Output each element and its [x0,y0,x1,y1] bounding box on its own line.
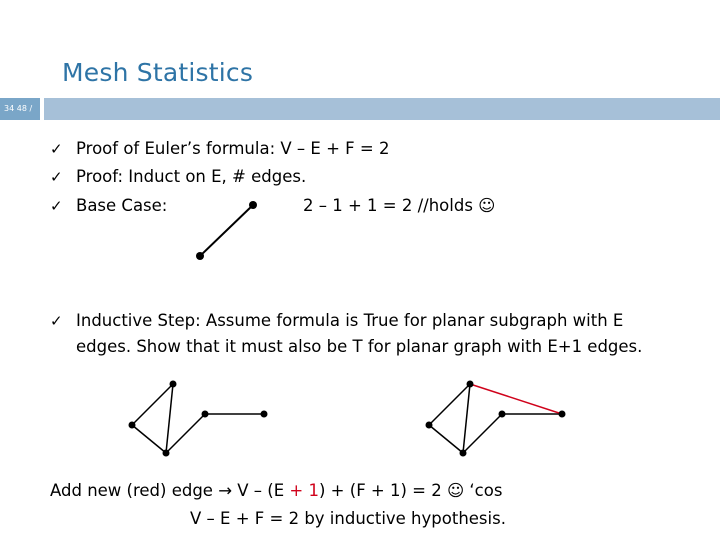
graph-vertex [163,450,170,457]
bullet-text: Proof of Euler’s formula: V – E + F = 2 [76,139,390,158]
bullet-text: Base Case: [76,196,168,215]
checkmark-icon: ✓ [50,312,63,330]
graph-edge [463,384,470,453]
bullet-continuation: edges. Show that it must also be T for planar graph with E+1 edges. [76,337,643,356]
graph-before [129,381,268,457]
base-case-formula: 2 – 1 + 1 = 2 //holds ☺ [303,196,496,215]
new-red-edge [470,384,562,414]
graph-vertex [196,252,204,260]
implies-arrow-icon: → [218,481,233,500]
graph-edge [166,414,205,453]
graph-edge [429,425,463,453]
graph-after [426,381,566,457]
graph-edge [132,384,173,425]
conclusion-line-2: V – E + F = 2 by inductive hypothesis. [190,509,506,528]
graph-edge [132,425,166,453]
graph-edge [200,205,253,256]
graph-vertex [460,450,467,457]
graph-edge [429,384,470,425]
graph-vertex [426,422,433,429]
conclusion-text: V – (E [232,481,290,500]
plus-one-highlight: + 1 [289,481,319,500]
checkmark-icon: ✓ [50,140,63,158]
graph-vertex [202,411,209,418]
base-case-graph [196,201,257,260]
graph-vertex [467,381,474,388]
checkmark-icon: ✓ [50,197,63,215]
bullet-text: Inductive Step: Assume formula is True for planar subgraph with E [76,311,624,330]
graph-edge [463,414,502,453]
conclusion-text: Add new (red) edge [50,481,219,500]
slide-number: 34 48 / [4,104,33,113]
graph-vertex [170,381,177,388]
bullet-text: Proof: Induct on E, # edges. [76,167,307,186]
slide-title: Mesh Statistics [62,58,254,87]
conclusion-text: ) + (F + 1) = 2 ☺ ‘cos [319,481,503,500]
checkmark-icon: ✓ [50,168,63,186]
graph-vertex [129,422,136,429]
graph-vertex [559,411,566,418]
graph-vertex [261,411,268,418]
graph-edge [166,384,173,453]
graph-vertex [499,411,506,418]
graph-vertex [249,201,257,209]
